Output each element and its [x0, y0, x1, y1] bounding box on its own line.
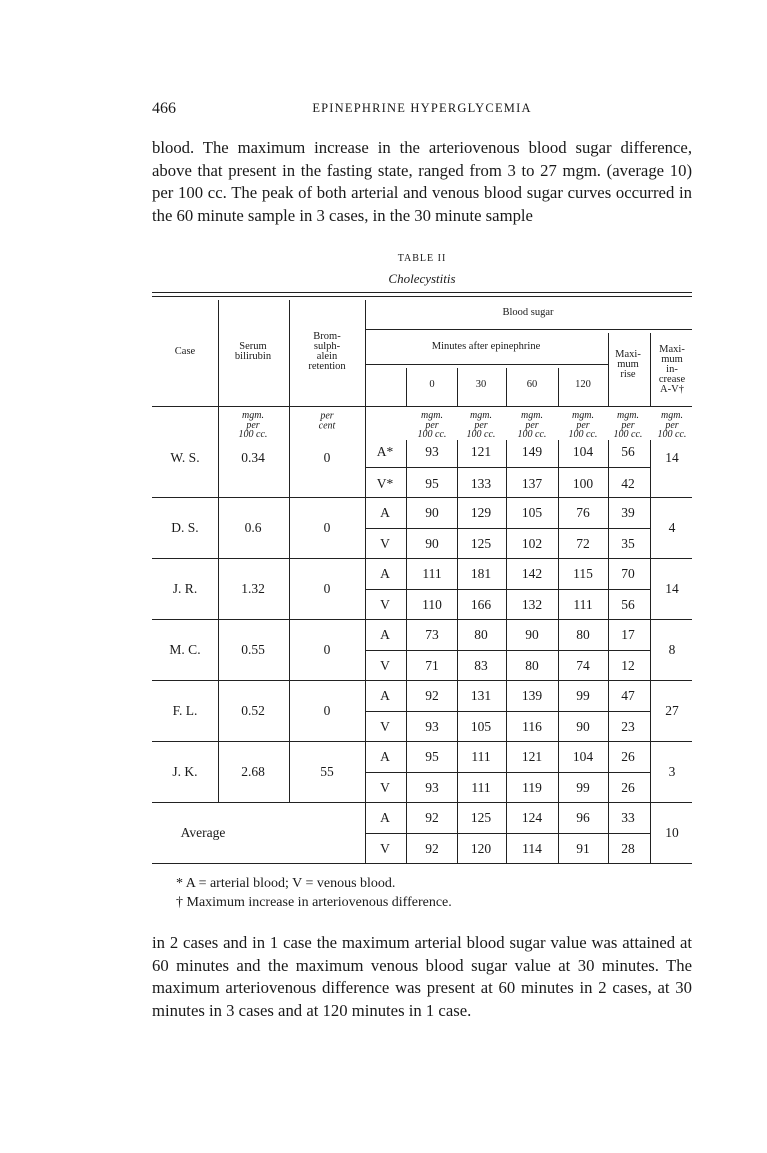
max-rise-value: 47 — [621, 688, 635, 703]
max-increase-value: 10 — [665, 824, 679, 840]
sugar-value: 99 — [576, 780, 590, 795]
unit-sugar — [658, 411, 687, 440]
header-minute-col: 120 — [575, 379, 591, 390]
max-rise-value: 17 — [621, 627, 635, 642]
header-max-rise-line: mum — [617, 359, 639, 370]
col-divider — [650, 558, 651, 619]
blood-type-label: A — [380, 566, 390, 581]
sugar-value: 111 — [573, 597, 593, 612]
sugar-value: 92 — [425, 810, 439, 825]
unit-sugar-line: 100 cc. — [466, 428, 496, 440]
header-minute-col: 30 — [475, 379, 487, 390]
col-divider — [289, 619, 290, 680]
sugar-value: 114 — [522, 841, 542, 856]
sugar-value: 124 — [521, 810, 543, 825]
sugar-value: 139 — [521, 688, 543, 703]
unit-sugar-line: 100 cc. — [417, 428, 447, 440]
col-divider — [218, 497, 219, 558]
unit-bilirubin — [239, 411, 268, 440]
av-separator — [365, 833, 650, 834]
max-increase-value: 14 — [665, 580, 679, 596]
sugar-value: 119 — [522, 780, 542, 795]
header-max-increase-line: Maxi- — [659, 344, 685, 355]
max-rise-value: 42 — [621, 476, 635, 491]
col-divider — [218, 300, 219, 406]
av-separator — [365, 467, 650, 468]
unit-bilirubin-line: 100 cc. — [238, 428, 268, 440]
header-blood-sugar: Blood sugar — [502, 307, 554, 318]
max-increase-value: 14 — [665, 449, 679, 465]
col-divider — [608, 333, 609, 406]
sugar-value: 105 — [470, 719, 492, 734]
page-number: 466 — [152, 100, 176, 117]
sugar-value: 76 — [576, 505, 590, 520]
header-bsp-retention-line: retention — [308, 361, 346, 372]
bsp-value: 0 — [323, 580, 331, 596]
sugar-value: 181 — [470, 566, 492, 581]
av-separator — [365, 589, 650, 590]
sugar-value: 137 — [521, 476, 543, 491]
sugar-value: 105 — [521, 505, 543, 520]
sugar-value: 133 — [470, 476, 492, 491]
bilirubin-value: 2.68 — [241, 763, 265, 779]
group-rule — [152, 741, 692, 742]
sugar-value: 110 — [422, 597, 442, 612]
av-separator — [365, 528, 650, 529]
group-rule — [152, 680, 692, 681]
col-divider — [289, 680, 290, 741]
sugar-value: 104 — [572, 444, 594, 459]
col-divider — [406, 368, 407, 406]
blood-type-label: V — [380, 597, 390, 612]
col-divider — [650, 741, 651, 802]
paragraph-bottom: in 2 cases and in 1 case the maximum arterial blood sugar value was attained at 60 minutes and the maximum venous blood sugar value at 30 minutes. The maximum arteriovenous difference was present at 60 minutes in 2 cases, at 30 minutes in 3 cases and at 120 minutes in 1 case. — [152, 933, 692, 1020]
col-divider — [558, 440, 559, 497]
bsp-value: 55 — [320, 763, 334, 779]
unit-sugar-line: mgm. — [521, 409, 543, 421]
bsp-value: 0 — [323, 702, 331, 718]
footnote: * A = arterial blood; V = venous blood. — [176, 876, 396, 891]
sugar-value: 111 — [422, 566, 442, 581]
sugar-value: 74 — [576, 658, 590, 673]
sugar-value: 121 — [470, 444, 492, 459]
bilirubin-value: 0.34 — [241, 449, 265, 465]
col-divider — [608, 440, 609, 497]
blood-type-label: A — [380, 505, 390, 520]
col-divider — [650, 440, 651, 497]
sugar-value: 132 — [521, 597, 543, 612]
col-divider — [506, 440, 507, 497]
unit-sugar-line: 100 cc. — [517, 428, 547, 440]
sugar-value: 91 — [576, 841, 590, 856]
unit-sugar-line: 100 cc. — [657, 428, 687, 440]
col-divider — [218, 680, 219, 741]
sugar-value: 99 — [576, 688, 590, 703]
header-max-rise-line: Maxi- — [615, 349, 641, 360]
unit-sugar-line: mgm. — [617, 409, 639, 421]
col-divider — [558, 368, 559, 406]
blood-type-label: V — [380, 780, 390, 795]
header-max-rise — [615, 350, 641, 380]
paragraph-top: blood. The maximum increase in the arteriovenous blood sugar difference, above that present in the fasting state, ranged from 3 to 27 mgm. (average 10) per 100 cc. The peak of both arterial and venous blood sugar curves occurred in the 60 minute sample in 3 cases, in the 30 minute sample — [152, 138, 692, 225]
unit-sugar — [418, 411, 447, 440]
sugar-value: 93 — [425, 719, 439, 734]
table-top-rule — [152, 292, 692, 293]
col-divider — [650, 802, 651, 863]
sugar-value: 120 — [470, 841, 492, 856]
bilirubin-value: 1.32 — [241, 580, 265, 596]
blood-type-label: A — [380, 688, 390, 703]
case-name: W. S. — [170, 449, 200, 465]
max-increase-value: 8 — [668, 641, 676, 657]
sugar-value: 93 — [425, 780, 439, 795]
sugar-value: 71 — [425, 658, 439, 673]
max-rise-value: 39 — [621, 505, 635, 520]
header-serum-bilirubin-line: Serum — [239, 341, 267, 352]
max-rise-value: 26 — [621, 780, 635, 795]
sugar-value: 92 — [425, 841, 439, 856]
sugar-value: 95 — [425, 476, 439, 491]
blood-type-label: V — [380, 719, 390, 734]
header-bsp-retention-line: alein — [316, 351, 338, 362]
sugar-value: 93 — [425, 444, 439, 459]
col-divider — [650, 619, 651, 680]
header-bsp-retention-line: Brom- — [313, 331, 341, 342]
col-divider — [650, 680, 651, 741]
case-name: M. C. — [169, 641, 201, 657]
bilirubin-value: 0.52 — [241, 702, 265, 718]
header-max-rise-line: rise — [620, 369, 636, 380]
group-rule — [152, 558, 692, 559]
sugar-value: 90 — [425, 536, 439, 551]
sugar-value: 100 — [572, 476, 594, 491]
case-name: D. S. — [171, 519, 199, 535]
max-increase-value: 3 — [668, 763, 676, 779]
header-serum-bilirubin — [235, 342, 271, 362]
blood-type-label: A — [380, 627, 390, 642]
col-divider — [650, 333, 651, 406]
case-name: J. K. — [172, 763, 198, 779]
blood-type-label: A* — [376, 444, 394, 459]
bsp-value: 0 — [323, 641, 331, 657]
blood-sugar-rule — [365, 329, 692, 330]
col-divider — [506, 368, 507, 406]
case-name: J. R. — [172, 580, 198, 596]
sugar-value: 149 — [521, 444, 543, 459]
header-case: Case — [174, 346, 196, 357]
footnote: † Maximum increase in arteriovenous difference. — [176, 895, 452, 910]
bsp-value: 0 — [323, 519, 331, 535]
header-max-increase-line: A-V† — [660, 384, 684, 395]
sugar-value: 111 — [471, 780, 491, 795]
sugar-value: 131 — [470, 688, 492, 703]
sugar-value: 90 — [425, 505, 439, 520]
max-increase-value: 4 — [668, 519, 676, 535]
sugar-value: 90 — [576, 719, 590, 734]
sugar-value: 142 — [521, 566, 543, 581]
max-increase-value: 27 — [665, 702, 679, 718]
header-max-increase-line: in- — [666, 364, 678, 375]
unit-sugar-line: per — [525, 419, 539, 431]
minutes-rule — [365, 364, 608, 365]
unit-sugar-line: per — [474, 419, 488, 431]
bsp-value: 0 — [323, 449, 331, 465]
unit-sugar-line: per — [425, 419, 439, 431]
col-divider — [218, 619, 219, 680]
unit-sugar-line: mgm. — [661, 409, 683, 421]
table-number: TABLE II — [397, 253, 447, 264]
unit-sugar-line: 100 cc. — [568, 428, 598, 440]
col-divider — [406, 440, 407, 497]
max-rise-value: 56 — [621, 444, 635, 459]
max-rise-value: 70 — [621, 566, 635, 581]
av-separator — [365, 650, 650, 651]
group-rule — [152, 497, 692, 498]
running-title: EPINEPHRINE HYPERGLYCEMIA — [312, 101, 532, 115]
header-minute-col: 60 — [526, 379, 538, 390]
unit-sugar-line: mgm. — [470, 409, 492, 421]
max-rise-value: 23 — [621, 719, 635, 734]
blood-type-label: V — [380, 841, 390, 856]
col-divider — [457, 368, 458, 406]
group-rule — [152, 619, 692, 620]
sugar-value: 116 — [522, 719, 542, 734]
header-bottom-rule — [152, 406, 692, 407]
col-divider — [218, 558, 219, 619]
sugar-value: 125 — [470, 810, 492, 825]
unit-sugar — [569, 411, 598, 440]
blood-type-label: V* — [376, 476, 394, 491]
sugar-value: 80 — [474, 627, 488, 642]
max-rise-value: 12 — [621, 658, 635, 673]
col-divider — [289, 558, 290, 619]
max-rise-value: 35 — [621, 536, 635, 551]
unit-bsp — [319, 412, 336, 431]
unit-sugar-line: 100 cc. — [613, 428, 643, 440]
case-name: F. L. — [172, 702, 198, 718]
col-divider — [365, 300, 366, 406]
table-caption: Cholecystitis — [388, 271, 456, 286]
header-bsp-retention — [308, 332, 345, 372]
col-divider — [457, 440, 458, 497]
av-separator — [365, 772, 650, 773]
unit-bilirubin-line: mgm. — [242, 409, 264, 421]
sugar-value: 111 — [471, 749, 491, 764]
average-label: Average — [180, 824, 226, 840]
sugar-value: 121 — [521, 749, 543, 764]
col-divider — [365, 406, 366, 497]
sugar-value: 80 — [576, 627, 590, 642]
blood-type-label: A — [380, 749, 390, 764]
col-divider — [650, 497, 651, 558]
max-rise-value: 56 — [621, 597, 635, 612]
blood-type-label: V — [380, 536, 390, 551]
sugar-value: 129 — [470, 505, 492, 520]
col-divider — [289, 741, 290, 802]
max-rise-value: 33 — [621, 810, 635, 825]
group-rule — [152, 802, 692, 803]
sugar-value: 72 — [576, 536, 590, 551]
header-max-increase — [659, 345, 685, 395]
col-divider — [289, 497, 290, 558]
sugar-value: 90 — [525, 627, 539, 642]
header-max-increase-line: crease — [658, 374, 686, 385]
blood-type-label: V — [380, 658, 390, 673]
sugar-value: 80 — [525, 658, 539, 673]
table-top-rule-2 — [152, 296, 692, 297]
table-bottom-rule — [152, 863, 692, 864]
header-minutes-after: Minutes after epinephrine — [431, 341, 541, 352]
col-divider — [289, 406, 290, 497]
bilirubin-value: 0.6 — [244, 519, 262, 535]
max-rise-value: 28 — [621, 841, 635, 856]
sugar-value: 83 — [474, 658, 488, 673]
unit-sugar — [467, 411, 496, 440]
header-bsp-retention-line: sulph- — [313, 341, 341, 352]
header-minute-col: 0 — [429, 379, 435, 390]
unit-sugar-line: per — [576, 419, 590, 431]
header-max-increase-line: mum — [661, 354, 683, 365]
sugar-value: 104 — [572, 749, 594, 764]
col-divider — [218, 406, 219, 497]
av-separator — [365, 711, 650, 712]
col-divider — [289, 300, 290, 406]
sugar-value: 115 — [573, 566, 593, 581]
unit-sugar-line: mgm. — [572, 409, 594, 421]
sugar-value: 96 — [576, 810, 590, 825]
sugar-value: 166 — [470, 597, 492, 612]
bilirubin-value: 0.55 — [241, 641, 265, 657]
unit-bsp-line: cent — [318, 420, 336, 431]
unit-sugar-line: per — [665, 419, 679, 431]
unit-sugar-line: mgm. — [421, 409, 443, 421]
unit-sugar — [614, 411, 643, 440]
sugar-value: 102 — [521, 536, 543, 551]
unit-sugar-line: per — [621, 419, 635, 431]
unit-sugar — [518, 411, 547, 440]
sugar-value: 92 — [425, 688, 439, 703]
header-serum-bilirubin-line: bilirubin — [234, 351, 272, 362]
unit-bsp-line: per — [320, 410, 334, 422]
blood-type-label: A — [380, 810, 390, 825]
sugar-value: 125 — [470, 536, 492, 551]
col-divider — [218, 741, 219, 802]
sugar-value: 73 — [425, 627, 439, 642]
max-rise-value: 26 — [621, 749, 635, 764]
unit-bilirubin-line: per — [246, 419, 260, 431]
sugar-value: 95 — [425, 749, 439, 764]
